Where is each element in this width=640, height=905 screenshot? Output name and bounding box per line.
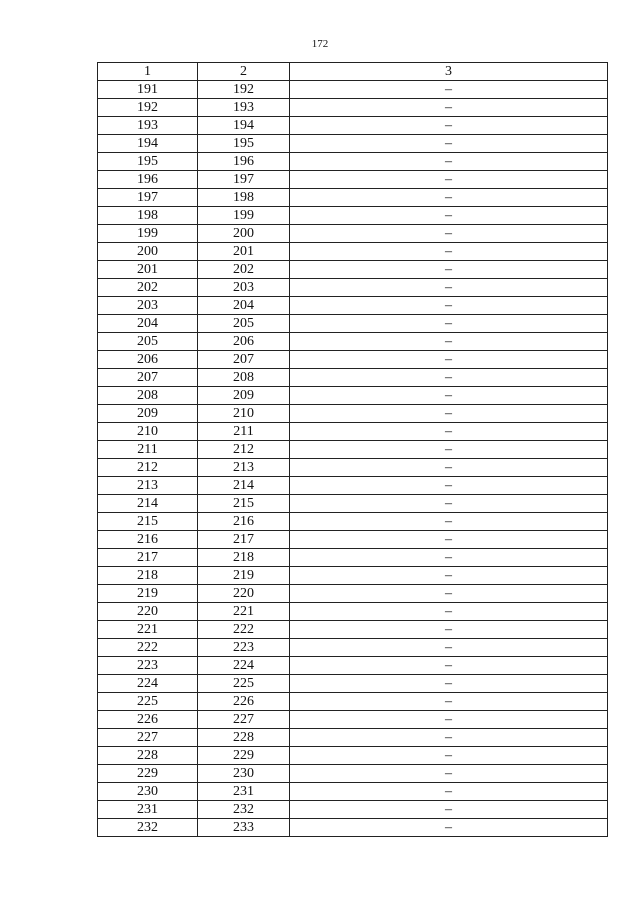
table-cell-col-2: 231: [198, 783, 290, 801]
table-cell-col-3: –: [290, 513, 608, 531]
table-row: [98, 405, 608, 423]
column-header-2: 2: [198, 63, 290, 81]
table-cell-col-1: 201: [98, 261, 198, 279]
table-cell-col-2: 199: [198, 207, 290, 225]
table-cell-col-2: 212: [198, 441, 290, 459]
table-cell-col-1: 205: [98, 333, 198, 351]
table-row: [98, 279, 608, 297]
table-cell-col-2: 222: [198, 621, 290, 639]
table-cell-col-1: 192: [98, 99, 198, 117]
table-cell-col-1: 231: [98, 801, 198, 819]
table-cell-col-1: 226: [98, 711, 198, 729]
table-cell-col-1: 211: [98, 441, 198, 459]
table-row: [98, 171, 608, 189]
table-row: [98, 513, 608, 531]
table-cell-col-3: –: [290, 495, 608, 513]
table-row: [98, 351, 608, 369]
table-cell-col-1: 194: [98, 135, 198, 153]
table-row: [98, 531, 608, 549]
table-cell-col-1: 203: [98, 297, 198, 315]
table-row: [98, 657, 608, 675]
table-cell-col-1: 209: [98, 405, 198, 423]
table-cell-col-3: –: [290, 333, 608, 351]
table-header-row: [98, 63, 608, 81]
table-row: [98, 99, 608, 117]
table-cell-col-1: 221: [98, 621, 198, 639]
table-cell-col-1: 210: [98, 423, 198, 441]
table-cell-col-3: –: [290, 387, 608, 405]
table-row: [98, 819, 608, 837]
table-row: [98, 441, 608, 459]
table-cell-col-1: 193: [98, 117, 198, 135]
table-cell-col-3: –: [290, 675, 608, 693]
table-cell-col-1: 199: [98, 225, 198, 243]
table-cell-col-2: 230: [198, 765, 290, 783]
table-cell-col-3: –: [290, 297, 608, 315]
table-cell-col-3: –: [290, 243, 608, 261]
table-cell-col-2: 200: [198, 225, 290, 243]
table-cell-col-3: –: [290, 153, 608, 171]
table-row: [98, 387, 608, 405]
table-cell-col-3: –: [290, 369, 608, 387]
table-cell-col-1: 215: [98, 513, 198, 531]
table-row: [98, 423, 608, 441]
table-cell-col-2: 227: [198, 711, 290, 729]
table-row: [98, 261, 608, 279]
table-cell-col-3: –: [290, 189, 608, 207]
table-cell-col-2: 220: [198, 585, 290, 603]
table-cell-col-2: 211: [198, 423, 290, 441]
table-cell-col-2: 208: [198, 369, 290, 387]
table-row: [98, 639, 608, 657]
table-cell-col-2: 197: [198, 171, 290, 189]
table-cell-col-2: 196: [198, 153, 290, 171]
table-cell-col-2: 224: [198, 657, 290, 675]
table-cell-col-3: –: [290, 405, 608, 423]
table-cell-col-1: 198: [98, 207, 198, 225]
table-row: [98, 189, 608, 207]
table-cell-col-1: 212: [98, 459, 198, 477]
table-row: [98, 765, 608, 783]
table-cell-col-3: –: [290, 819, 608, 837]
table-cell-col-2: 229: [198, 747, 290, 765]
table-cell-col-1: 217: [98, 549, 198, 567]
table-cell-col-2: 204: [198, 297, 290, 315]
table-cell-col-1: 208: [98, 387, 198, 405]
table-row: [98, 675, 608, 693]
table-cell-col-1: 206: [98, 351, 198, 369]
table-cell-col-3: –: [290, 225, 608, 243]
table-cell-col-1: 220: [98, 603, 198, 621]
table-cell-col-1: 228: [98, 747, 198, 765]
table-row: [98, 81, 608, 99]
column-header-1: 1: [98, 63, 198, 81]
page-number: 172: [311, 38, 329, 50]
table-cell-col-1: 227: [98, 729, 198, 747]
table-cell-col-1: 196: [98, 171, 198, 189]
table-cell-col-3: –: [290, 477, 608, 495]
table-cell-col-3: –: [290, 639, 608, 657]
table-cell-col-2: 210: [198, 405, 290, 423]
table-cell-col-3: –: [290, 693, 608, 711]
table-cell-col-3: –: [290, 747, 608, 765]
table-cell-col-3: –: [290, 729, 608, 747]
table-row: [98, 315, 608, 333]
table-cell-col-1: 197: [98, 189, 198, 207]
table-cell-col-2: 233: [198, 819, 290, 837]
table-row: [98, 603, 608, 621]
table-cell-col-1: 195: [98, 153, 198, 171]
table-row: [98, 333, 608, 351]
table-cell-col-2: 206: [198, 333, 290, 351]
data-table: [97, 62, 608, 837]
table-cell-col-2: 219: [198, 567, 290, 585]
table-cell-col-3: –: [290, 801, 608, 819]
table-row: [98, 729, 608, 747]
table-body: [98, 81, 608, 837]
table-cell-col-1: 219: [98, 585, 198, 603]
table-row: [98, 585, 608, 603]
table-cell-col-2: 194: [198, 117, 290, 135]
table-row: [98, 207, 608, 225]
table-cell-col-3: –: [290, 657, 608, 675]
table-row: [98, 495, 608, 513]
table-cell-col-2: 202: [198, 261, 290, 279]
table-cell-col-2: 214: [198, 477, 290, 495]
table-cell-col-1: 207: [98, 369, 198, 387]
table-cell-col-2: 232: [198, 801, 290, 819]
table-cell-col-2: 193: [198, 99, 290, 117]
table-row: [98, 459, 608, 477]
table-cell-col-2: 207: [198, 351, 290, 369]
table-cell-col-1: 218: [98, 567, 198, 585]
table-row: [98, 243, 608, 261]
table-cell-col-3: –: [290, 171, 608, 189]
table-row: [98, 117, 608, 135]
table-cell-col-3: –: [290, 549, 608, 567]
table-cell-col-1: 222: [98, 639, 198, 657]
table-cell-col-3: –: [290, 585, 608, 603]
table-cell-col-2: 218: [198, 549, 290, 567]
table-cell-col-3: –: [290, 567, 608, 585]
table-cell-col-3: –: [290, 117, 608, 135]
table-cell-col-2: 213: [198, 459, 290, 477]
table-cell-col-2: 226: [198, 693, 290, 711]
table-cell-col-3: –: [290, 441, 608, 459]
table-row: [98, 783, 608, 801]
table-row: [98, 225, 608, 243]
table-cell-col-3: –: [290, 711, 608, 729]
table-row: [98, 369, 608, 387]
table-cell-col-3: –: [290, 603, 608, 621]
table-cell-col-1: 213: [98, 477, 198, 495]
table-cell-col-3: –: [290, 81, 608, 99]
table-row: [98, 567, 608, 585]
table-cell-col-3: –: [290, 261, 608, 279]
table-cell-col-2: 195: [198, 135, 290, 153]
table-cell-col-2: 192: [198, 81, 290, 99]
table-row: [98, 153, 608, 171]
table-cell-col-3: –: [290, 351, 608, 369]
table-row: [98, 711, 608, 729]
table-cell-col-1: 214: [98, 495, 198, 513]
table-cell-col-1: 204: [98, 315, 198, 333]
table-row: [98, 477, 608, 495]
table-cell-col-1: 232: [98, 819, 198, 837]
table-cell-col-2: 221: [198, 603, 290, 621]
table-cell-col-1: 223: [98, 657, 198, 675]
table-row: [98, 621, 608, 639]
table-cell-col-2: 205: [198, 315, 290, 333]
table-cell-col-1: 224: [98, 675, 198, 693]
table-row: [98, 693, 608, 711]
table-cell-col-1: 191: [98, 81, 198, 99]
table-cell-col-3: –: [290, 315, 608, 333]
table-cell-col-2: 203: [198, 279, 290, 297]
table-cell-col-3: –: [290, 423, 608, 441]
table-cell-col-1: 230: [98, 783, 198, 801]
table-row: [98, 297, 608, 315]
table-cell-col-1: 202: [98, 279, 198, 297]
table-cell-col-1: 225: [98, 693, 198, 711]
table-cell-col-3: –: [290, 765, 608, 783]
table-cell-col-3: –: [290, 135, 608, 153]
table-cell-col-3: –: [290, 621, 608, 639]
table-cell-col-2: 209: [198, 387, 290, 405]
table-cell-col-2: 228: [198, 729, 290, 747]
table-cell-col-3: –: [290, 99, 608, 117]
table-cell-col-2: 223: [198, 639, 290, 657]
table-row: [98, 747, 608, 765]
table-row: [98, 801, 608, 819]
table-cell-col-3: –: [290, 207, 608, 225]
table-cell-col-1: 216: [98, 531, 198, 549]
table-row: [98, 549, 608, 567]
table-cell-col-2: 217: [198, 531, 290, 549]
column-header-3: 3: [290, 63, 608, 81]
table-cell-col-2: 198: [198, 189, 290, 207]
table-cell-col-2: 225: [198, 675, 290, 693]
table-cell-col-2: 201: [198, 243, 290, 261]
table-cell-col-1: 200: [98, 243, 198, 261]
table-cell-col-1: 229: [98, 765, 198, 783]
table-cell-col-2: 216: [198, 513, 290, 531]
table-cell-col-3: –: [290, 459, 608, 477]
table-cell-col-2: 215: [198, 495, 290, 513]
table-row: [98, 135, 608, 153]
table-cell-col-3: –: [290, 279, 608, 297]
table-cell-col-3: –: [290, 531, 608, 549]
table-cell-col-3: –: [290, 783, 608, 801]
